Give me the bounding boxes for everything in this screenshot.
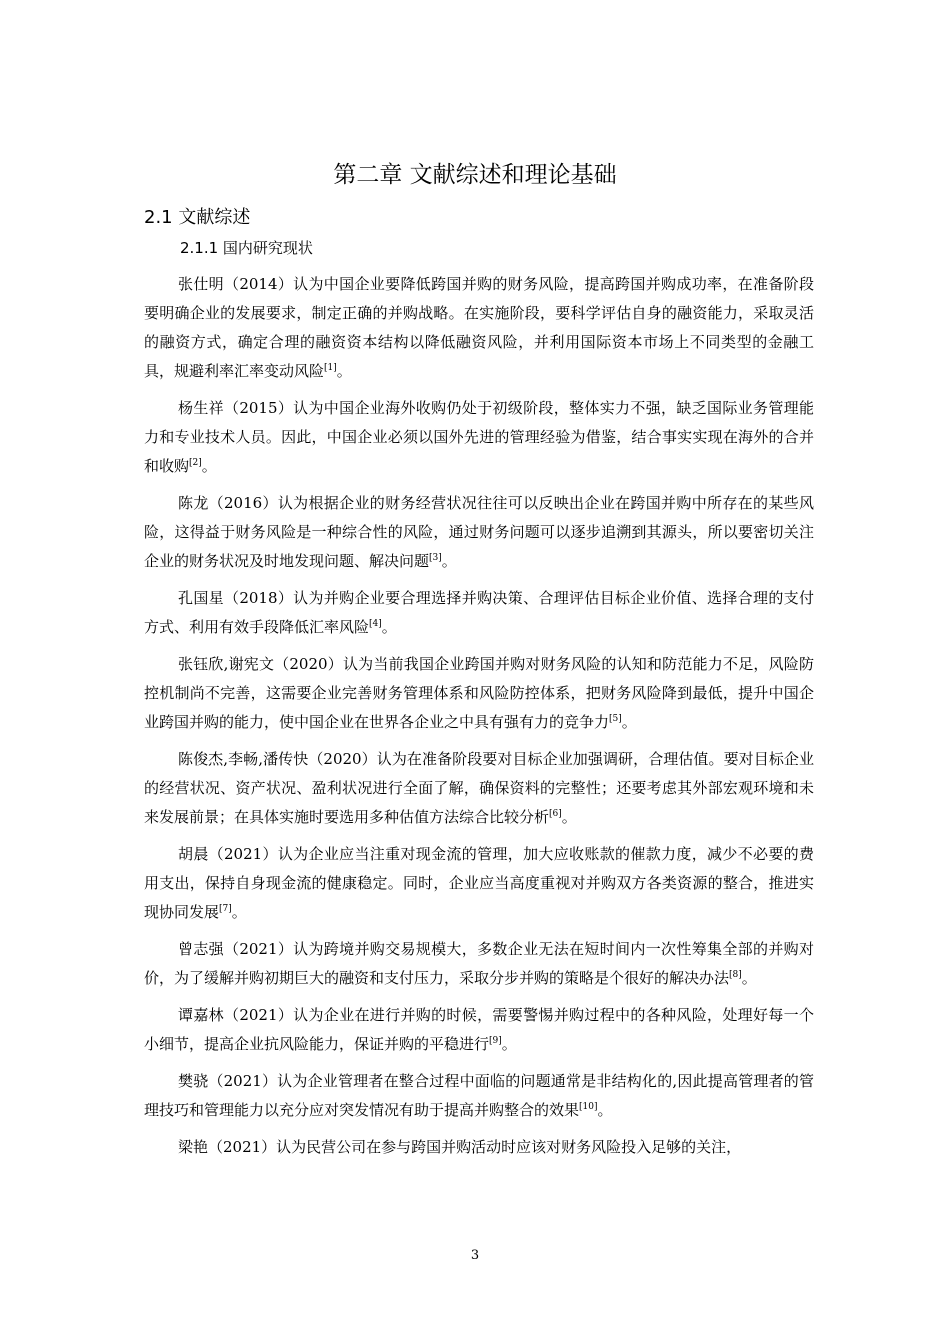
paragraph-text: 陈俊杰,李畅,潘传快（2020）认为在准备阶段要对目标企业加强调研，合理估值。要对目标企业的经营状况、资产状况、盈利状况进行全面了解，确保资料的完整性；还要考虑其外部宏观环境和未来发展前景；在具体实施时要选用多种估值方法综合比较分析 [144,750,814,826]
paragraph-end: 。 [741,969,757,987]
citation-ref: [5] [609,714,622,724]
paragraph-text: 陈龙（2016）认为根据企业的财务经营状况往往可以反映出企业在跨国并购中所存在的某些风险，这得益于财务风险是一种综合性的风险，通过财务问题可以逐步追溯到其源头，所以要密切关注企业的财务状况及时地发现问题、解决问题 [144,494,814,570]
paragraph-text: 樊骁（2021）认为企业管理者在整合过程中面临的问题通常是非结构化的,因此提高管理者的管理技巧和管理能力以充分应对突发情况有助于提高并购整合的效果 [144,1072,814,1119]
paragraph-text: 孔国星（2018）认为并购企业要合理选择并购决策、合理评估目标企业价值、选择合理的支付方式、利用有效手段降低汇率风险 [144,589,814,636]
paragraph-end: 。 [441,552,457,570]
page-number: 3 [470,1248,480,1263]
paragraph-end: 。 [201,457,217,475]
paragraph-end: 。 [501,1035,517,1053]
paragraph-end: 。 [597,1101,613,1119]
citation-ref: [3] [429,553,442,563]
paragraph-text: 梁艳（2021）认为民营公司在参与跨国并购活动时应该对财务风险投入足够的关注， [178,1138,742,1156]
paragraph [144,745,814,832]
section-title: 2.1 文献综述 [144,207,251,228]
paragraph [144,650,814,737]
paragraph-end: 。 [621,713,637,731]
citation-ref: [10] [579,1102,598,1112]
paragraph [144,584,814,642]
chapter-title: 第二章 文献综述和理论基础 [333,162,617,188]
paragraph-text: 胡晨（2021）认为企业应当注重对现金流的管理，加大应收账款的催款力度，减少不必要的费用支出，保持自身现金流的健康稳定。同时，企业应当高度重视对并购双方各类资源的整合，推进实现协同发展 [144,845,814,921]
citation-ref: [6] [549,809,562,819]
citation-ref: [8] [729,970,742,980]
citation-ref: [4] [369,619,382,629]
paragraph-text: 谭嘉林（2021）认为企业在进行并购的时候，需要警惕并购过程中的各种风险，处理好每一个小细节，提高企业抗风险能力，保证并购的平稳进行 [144,1006,814,1053]
paragraph-text: 杨生祥（2015）认为中国企业海外收购仍处于初级阶段，整体实力不强，缺乏国际业务管理能力和专业技术人员。因此，中国企业必须以国外先进的管理经验为借鉴，结合事实实现在海外的合并和收购 [144,399,814,475]
paragraph-end: 。 [381,618,397,636]
citation-ref: [9] [489,1036,502,1046]
body-text [144,270,814,1170]
paragraph [144,840,814,927]
citation-ref: [2] [189,458,202,468]
paragraph-text: 张钰欣,谢宪文（2020）认为当前我国企业跨国并购对财务风险的认知和防范能力不足，风险防控机制尚不完善，这需要企业完善财务管理体系和风险防控体系，把财务风险降到最低，提升中国企业跨国并购的能力，使中国企业在世界各企业之中具有强有力的竞争力 [144,655,814,731]
paragraph [144,1001,814,1059]
subsection-title: 2.1.1 国内研究现状 [180,239,313,257]
citation-ref: [1] [324,363,337,373]
paragraph-end: 。 [336,362,352,380]
paragraph-text: 曾志强（2021）认为跨境并购交易规模大，多数企业无法在短时间内一次性筹集全部的并购对价，为了缓解并购初期巨大的融资和支付压力，采取分步并购的策略是个很好的解决办法 [144,940,814,987]
citation-ref: [7] [219,904,232,914]
paragraph [144,1133,814,1162]
paragraph-text: 张仕明（2014）认为中国企业要降低跨国并购的财务风险，提高跨国并购成功率，在准备阶段要明确企业的发展要求，制定正确的并购战略。在实施阶段，要科学评估自身的融资能力，采取灵活的融资方式，确定合理的融资资本结构以降低融资风险，并利用国际资本市场上不同类型的金融工具，规避利率汇率变动风险 [144,275,814,380]
paragraph [144,935,814,993]
paragraph [144,270,814,386]
paragraph [144,1067,814,1125]
paragraph-end: 。 [561,808,577,826]
paragraph [144,394,814,481]
paragraph [144,489,814,576]
paragraph-end: 。 [231,903,247,921]
